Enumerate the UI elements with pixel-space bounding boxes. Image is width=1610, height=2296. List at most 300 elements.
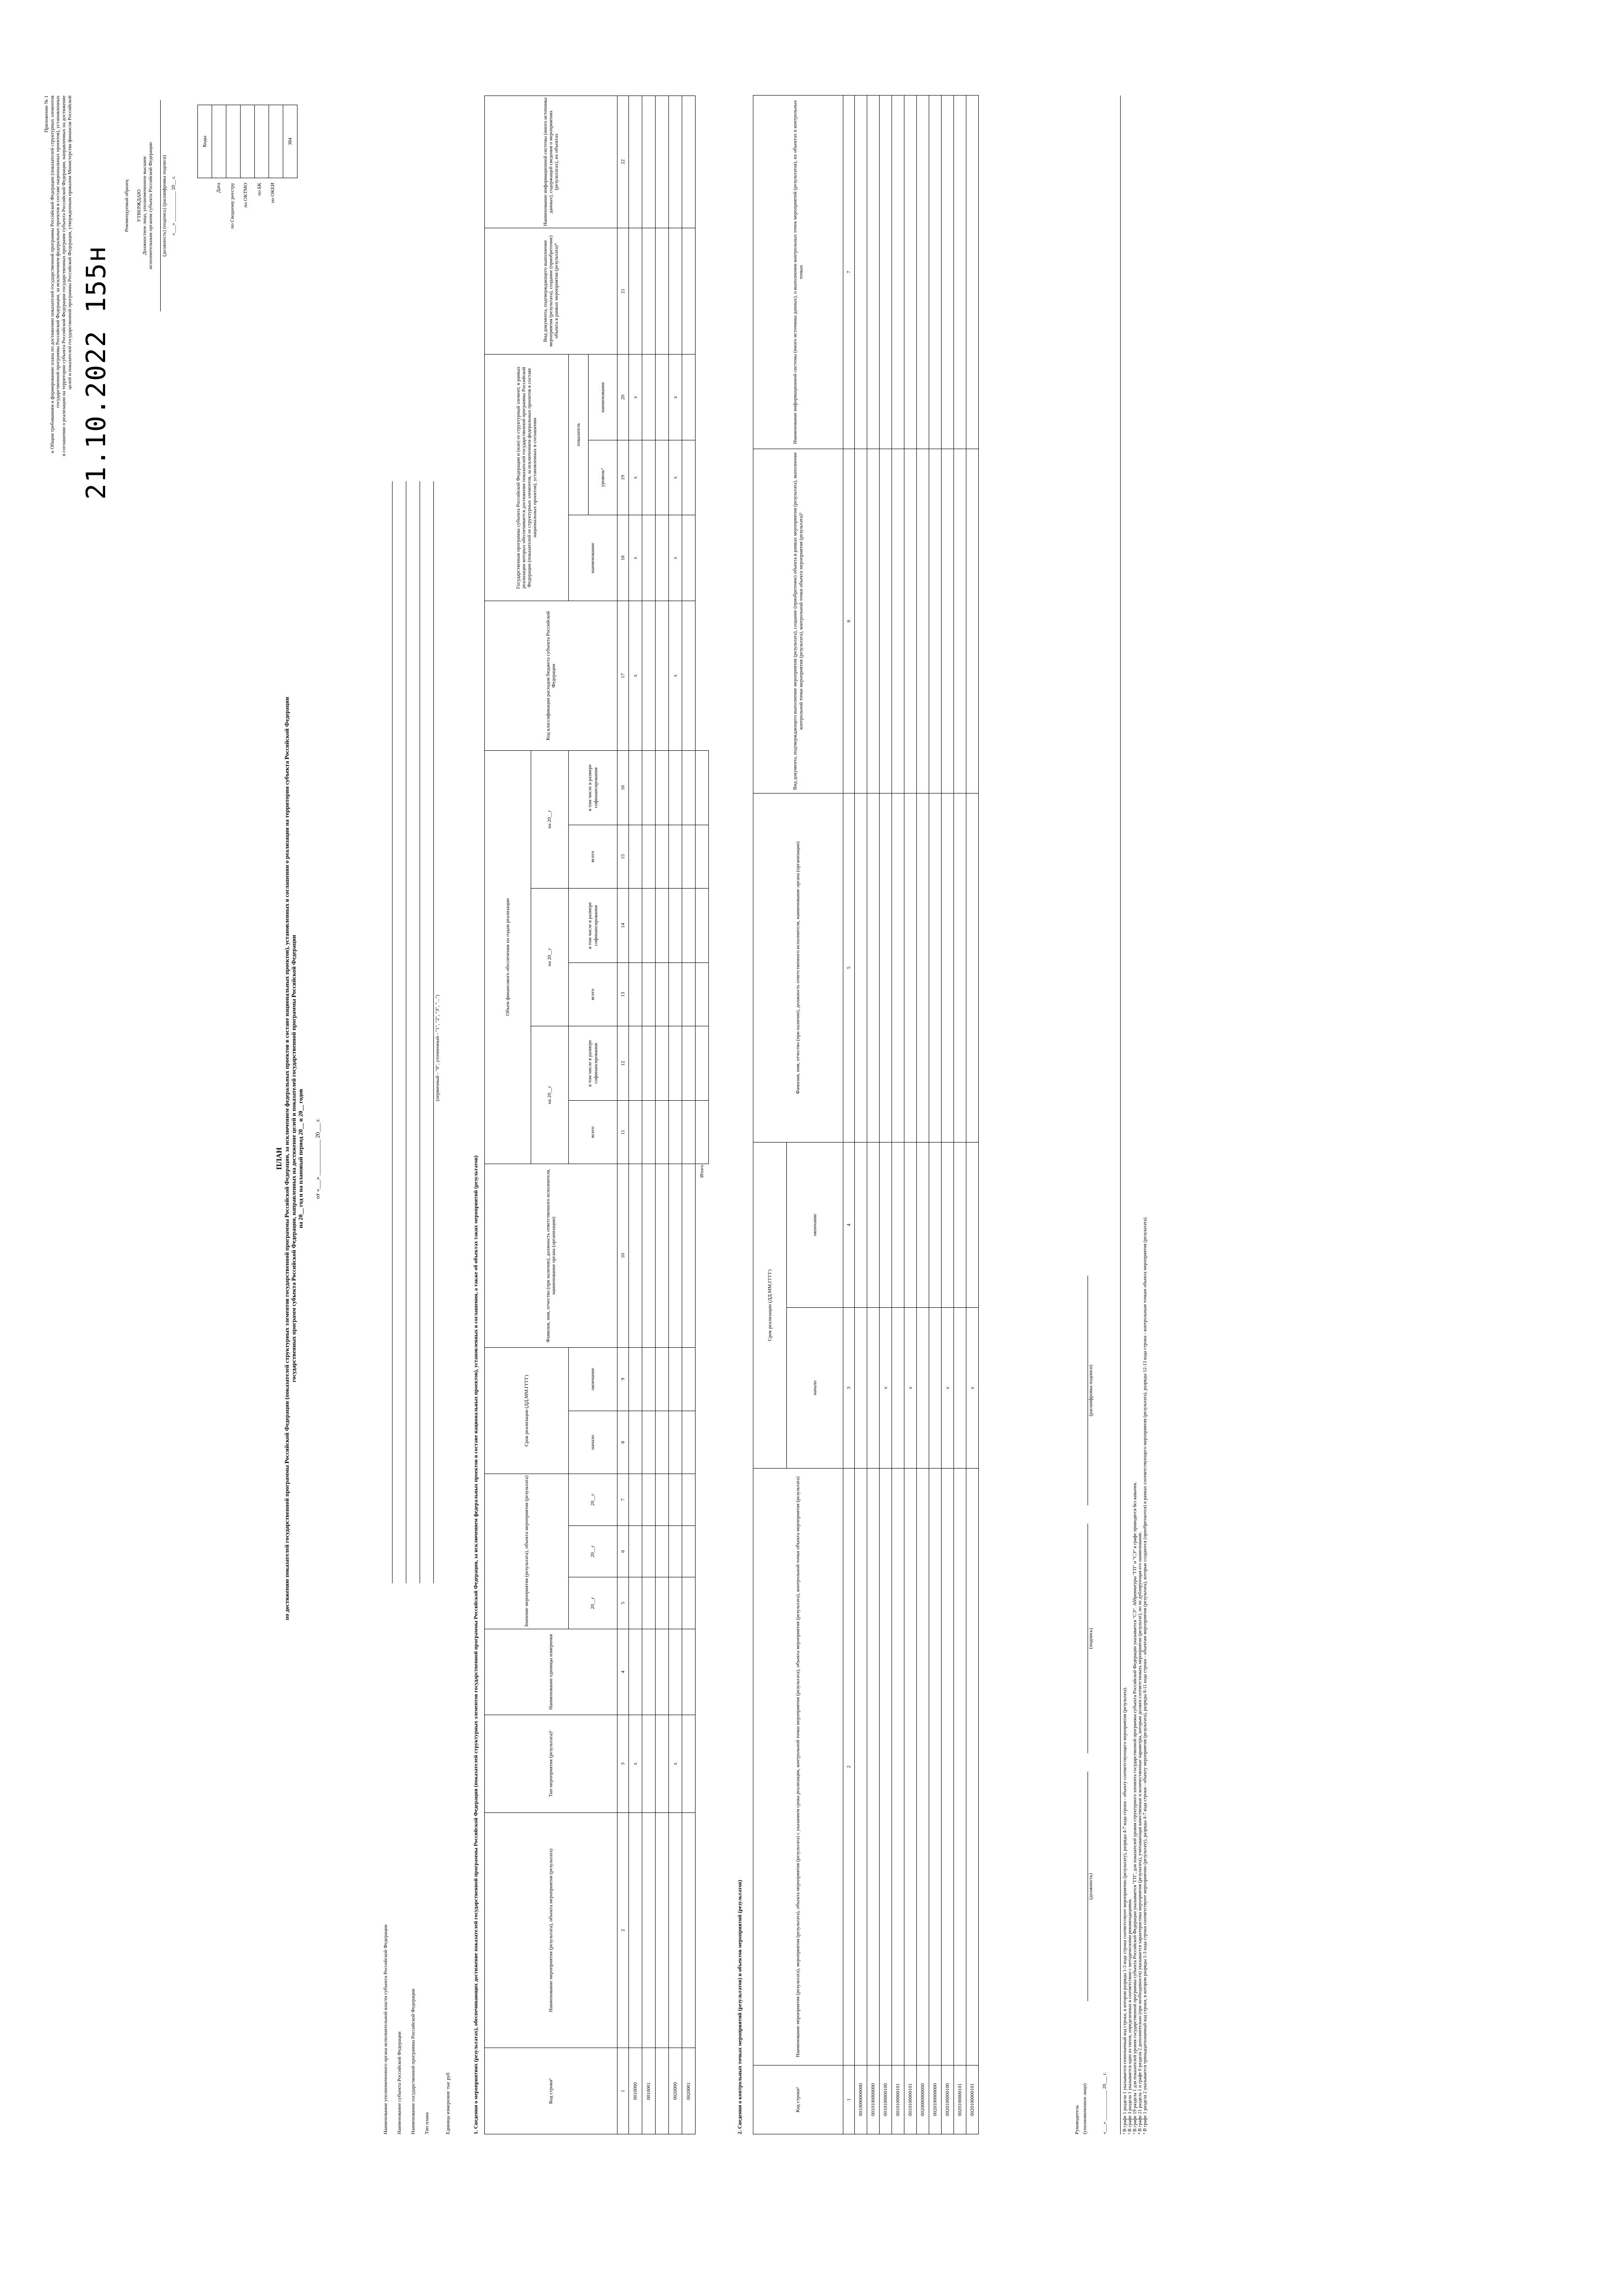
s1-row-type[interactable]: x	[629, 1715, 642, 1813]
s2-cell[interactable]	[966, 96, 979, 449]
s1-column-number: 3	[617, 1715, 629, 1813]
s2-cell[interactable]	[892, 1142, 904, 1308]
s2-cell[interactable]	[892, 793, 904, 1142]
s1-cell[interactable]	[682, 1629, 696, 1715]
code-cell[interactable]: 384	[283, 105, 297, 178]
s2-cell[interactable]	[917, 1142, 929, 1308]
s2-cell[interactable]	[855, 1142, 867, 1308]
s1-cell[interactable]	[682, 1812, 696, 2048]
s1-cell[interactable]	[642, 354, 656, 440]
meta-value-line[interactable]	[384, 481, 393, 1583]
signature-decode-caption: (расшифровка подписи)	[1088, 1364, 1094, 1417]
s1-cell[interactable]	[656, 750, 669, 825]
s1-cell[interactable]	[629, 1164, 642, 1347]
s2-cell[interactable]	[867, 793, 880, 1142]
s1-cell[interactable]	[642, 601, 656, 750]
s1-cell[interactable]	[682, 963, 696, 1026]
s1-row-x-mark[interactable]: x	[629, 354, 642, 440]
signature-position-field[interactable]	[1080, 1772, 1088, 2001]
s2-cell[interactable]	[942, 793, 954, 1142]
s1-cell[interactable]	[669, 1474, 682, 1526]
s1-cell[interactable]	[642, 1411, 656, 1474]
s2-cell[interactable]	[942, 1142, 954, 1308]
s2-cell[interactable]	[917, 1469, 929, 2065]
s1-h-end: окончание	[569, 1348, 617, 1411]
s2-cell[interactable]	[880, 449, 892, 793]
s1-cell[interactable]	[669, 1629, 682, 1715]
meta-label: Наименование уполномоченного органа исполнительной власти субъекта Российской Федерации	[383, 1925, 388, 2134]
s1-cell[interactable]	[669, 228, 682, 354]
s2-h-end: окончание	[787, 1142, 843, 1308]
s1-h-cofin: в том числе в размере софинансирования	[569, 1026, 617, 1101]
plan-subtitle: государственных программ субъекта Российской Федерации, направленных на достижение целей и показателей государственной программы Российской Федерации	[290, 934, 297, 1383]
s1-cell[interactable]	[642, 228, 656, 354]
s1-cell[interactable]	[642, 1101, 656, 1164]
s1-cell[interactable]	[642, 96, 656, 228]
code-cell[interactable]	[241, 105, 255, 178]
s1-h-resp: Фамилия, имя, отчество (при наличии), должность ответственного исполнителя, наименование органа (организации)	[485, 1164, 617, 1347]
s1-cell[interactable]	[642, 1525, 656, 1577]
s1-cell[interactable]	[682, 96, 696, 228]
s2-cell[interactable]	[954, 793, 966, 1142]
s1-cell[interactable]	[669, 1812, 682, 2048]
s1-cell[interactable]	[642, 825, 656, 889]
signature-sign-field[interactable]	[1080, 1524, 1088, 1753]
s1-cell[interactable]	[682, 1348, 696, 1411]
meta-value-line[interactable]	[425, 481, 434, 1583]
s2-h-start: начало	[787, 1308, 843, 1469]
s1-cell[interactable]	[682, 1101, 696, 1164]
s2-column-number: 3	[843, 1308, 855, 1469]
s1-column-number: 13	[617, 963, 629, 1026]
s1-h-total: всего	[569, 963, 617, 1026]
s1-cell[interactable]	[656, 601, 669, 750]
table-row	[942, 96, 954, 2134]
s2-row-x-mark[interactable]	[867, 1308, 880, 1469]
s1-h-gp-name: наименование	[589, 354, 617, 440]
code-cell[interactable]	[255, 105, 269, 178]
meta-label: Наименование государственной программы Российской Федерации	[410, 1988, 416, 2134]
s1-h-unit: Наименование единицы измерения	[485, 1629, 617, 1715]
s1-row-x-mark[interactable]: x	[669, 515, 682, 601]
s1-cell[interactable]	[669, 1101, 682, 1164]
s1-row-code[interactable]: 0010000	[629, 2048, 642, 2134]
s2-row-x-mark[interactable]	[954, 1308, 966, 1469]
footnote: ⁴ В графе 21 раздела 1 и графе 6 раздела 2 дополнительно (при необходимости) указывается характеристика мероприятия (результата), учитывающая качественные и количественные параметры, которым должен соответствовать мероприятие (результат), но не дублирующая его наименование.	[1138, 1531, 1143, 2134]
s1-cell[interactable]	[629, 1348, 642, 1411]
s1-h-fin-year: на 20__г	[531, 750, 569, 888]
s1-cell[interactable]	[682, 1474, 696, 1526]
s1-cell[interactable]	[669, 1026, 682, 1101]
s2-cell[interactable]	[855, 1469, 867, 2065]
s1-cell[interactable]	[656, 515, 669, 601]
s1-row-x-mark[interactable]: x	[629, 515, 642, 601]
s2-h-resp: Фамилия, имя, отчество (при наличии), должность ответственного исполнителя, наименование органа (организации)	[753, 793, 843, 1142]
s2-column-number: 7	[843, 96, 855, 449]
s2-h-code: Код строки¹	[753, 2065, 843, 2134]
table-row	[966, 96, 979, 2134]
signature-head: Руководитель	[1074, 2105, 1080, 2134]
s1-cell[interactable]	[682, 1411, 696, 1474]
s2-cell[interactable]	[904, 1142, 917, 1308]
s2-cell[interactable]	[929, 96, 942, 449]
s1-cell[interactable]	[629, 1525, 642, 1577]
s1-cell[interactable]	[629, 963, 642, 1026]
s1-cell[interactable]	[656, 440, 669, 515]
s1-cell[interactable]	[629, 1411, 642, 1474]
s1-h-cofin: в том числе в размере софинансирования	[569, 888, 617, 963]
s1-cell[interactable]	[669, 888, 682, 963]
meta-value-line[interactable]	[398, 481, 406, 1583]
s2-column-number: 6	[843, 449, 855, 793]
s2-cell[interactable]	[892, 96, 904, 449]
table-row	[892, 96, 904, 2134]
s1-h-term: Срок реализации (ДД.ММ.ГГГГ)	[485, 1348, 569, 1474]
s2-column-number: 4	[843, 1142, 855, 1308]
s1-cell[interactable]	[682, 440, 696, 515]
footnote: ³ В графе 19 раздела 1 для показателей уровня государственной программы субъекта Российской Федерации указывается "ГП", для показателей уровня структурного элемента государственной программы субъекта Российской Федерации указывается "СЭ". Аббревиатуры "ГП" и "СЭ" в графе приводятся без кавычек.	[1133, 1481, 1138, 2134]
s1-cell[interactable]	[629, 750, 642, 825]
s1-row-x-mark[interactable]: x	[629, 440, 642, 515]
s1-column-number: 12	[617, 1026, 629, 1101]
s2-row-code[interactable]: 0020100000101	[966, 2065, 979, 2134]
s2-cell[interactable]	[954, 1469, 966, 2065]
s1-cell[interactable]	[629, 228, 642, 354]
s1-cell[interactable]	[642, 1348, 656, 1411]
meta-row	[393, 481, 406, 2134]
s1-cell[interactable]	[682, 825, 696, 889]
s2-column-number: 5	[843, 793, 855, 1142]
s1-h-total: всего	[569, 825, 617, 889]
code-label: по Сводному реестру	[229, 183, 235, 229]
s2-row-code[interactable]: 0010000000000	[855, 2065, 867, 2134]
s1-cell[interactable]	[656, 1629, 669, 1715]
s1-cell[interactable]	[629, 1101, 642, 1164]
s1-cell[interactable]	[642, 1164, 656, 1347]
s1-column-number: 21	[617, 228, 629, 354]
s2-column-number: 1	[843, 2065, 855, 2134]
s1-cell[interactable]	[629, 825, 642, 889]
s2-cell[interactable]	[880, 793, 892, 1142]
s1-cell[interactable]	[642, 440, 656, 515]
s2-cell[interactable]	[954, 449, 966, 793]
code-cell[interactable]	[212, 105, 226, 178]
s1-h-values: Значение мероприятия (результата), объекта мероприятия (результата)	[485, 1474, 569, 1629]
s1-column-number: 15	[617, 825, 629, 889]
s1-cell[interactable]	[656, 1577, 669, 1629]
s1-total-row	[696, 96, 709, 2134]
s1-cell[interactable]	[642, 888, 656, 963]
s1-cell[interactable]	[629, 1629, 642, 1715]
s2-h-doc: Вид документа, подтверждающего выполнение мероприятия (результата), создание (приобретение) объекта в рамках мероприятия (результата), выполнение контрольной точки мероприятия (результата), контрольной точки объекта мероприятия (результата)⁵	[753, 449, 843, 793]
meta-label: Единица измерения: тыс руб	[445, 2072, 451, 2134]
meta-row	[420, 481, 434, 2134]
table-row	[929, 96, 942, 2134]
s2-cell[interactable]	[954, 1142, 966, 1308]
s2-row-x-mark[interactable]	[917, 1308, 929, 1469]
s2-row-code[interactable]: 0020000000000	[917, 2065, 929, 2134]
s2-cell[interactable]	[892, 1469, 904, 2065]
s2-cell[interactable]	[867, 96, 880, 449]
s1-column-number: 19	[617, 440, 629, 515]
table-row	[954, 96, 966, 2134]
s2-cell[interactable]	[966, 1142, 979, 1308]
s1-cell[interactable]	[682, 1525, 696, 1577]
s2-cell[interactable]	[966, 1469, 979, 2065]
s1-cell[interactable]	[642, 1629, 656, 1715]
s1-total-spacer	[696, 96, 709, 751]
s1-total-cell[interactable]	[696, 1026, 709, 1101]
s1-column-number: 7	[617, 1474, 629, 1526]
s2-cell[interactable]	[867, 449, 880, 793]
s1-cell[interactable]	[656, 1411, 669, 1474]
s2-cell[interactable]	[929, 449, 942, 793]
s1-h-gp-name: наименование	[569, 515, 617, 601]
s1-h-total: всего	[569, 1101, 617, 1164]
s1-cell[interactable]	[656, 963, 669, 1026]
s1-column-number: 6	[617, 1525, 629, 1577]
s2-cell[interactable]	[904, 96, 917, 449]
s2-cell[interactable]	[880, 96, 892, 449]
s2-cell[interactable]	[929, 1469, 942, 2065]
meta-row	[406, 481, 420, 2134]
s2-row-code[interactable]: 0020100000101	[954, 2065, 966, 2134]
s1-cell[interactable]	[682, 750, 696, 825]
s2-cell[interactable]	[855, 96, 867, 449]
s2-row-code[interactable]: 0010100000101	[904, 2065, 917, 2134]
s1-cell[interactable]	[629, 96, 642, 228]
s1-column-number: 1	[617, 2048, 629, 2134]
s1-column-number: 20	[617, 354, 629, 440]
s1-cell[interactable]	[629, 888, 642, 963]
s1-total-label: Итого	[699, 1165, 705, 1178]
s2-cell[interactable]	[917, 793, 929, 1142]
s1-total-cell[interactable]	[696, 888, 709, 963]
signature-sign-caption: (подпись)	[1088, 1628, 1094, 1649]
s2-row-code[interactable]: 0010100000100	[880, 2065, 892, 2134]
s1-column-number: 18	[617, 515, 629, 601]
s1-row-code[interactable]: 0020001	[682, 2048, 696, 2134]
handwritten-order-date: 21.10.2022 155н	[80, 245, 112, 500]
codes-header: Коды	[198, 105, 212, 178]
annex-line: к Общим требованиям к формированию плана по достижению показателей государственной программы Российской Федерации (показателей структурных элементов	[49, 96, 55, 453]
s2-cell[interactable]	[942, 1469, 954, 2065]
s2-cell[interactable]	[904, 793, 917, 1142]
meta-label: Тип плана	[424, 2112, 430, 2134]
s2-cell[interactable]	[855, 449, 867, 793]
s1-row-x-mark[interactable]: x	[669, 440, 682, 515]
s1-cell[interactable]	[669, 1525, 682, 1577]
s1-cell[interactable]	[669, 1164, 682, 1347]
s1-row-type[interactable]	[656, 1715, 669, 1813]
code-cell[interactable]	[269, 105, 283, 178]
s1-row-type[interactable]	[682, 1715, 696, 1813]
s1-cell[interactable]	[642, 515, 656, 601]
footnote: ¹ В графе 1 раздела 1 указывается семизначный код строки, в котором разряды 1-3 кода строки соответствуют мероприятию (результату), разряды 4-7 кода строки - объекту соответствующего мероприятия (результата).	[1122, 1687, 1128, 2134]
s1-row-x-mark[interactable]: x	[669, 354, 682, 440]
s1-h-doc: Вид документа, подтверждающего выполнение мероприятия (результата), создание (приобретение) объекта в рамках мероприятия (результата)⁴	[485, 228, 617, 354]
s1-h-year: 20__г	[569, 1577, 617, 1629]
code-label: Дата	[216, 183, 221, 193]
s2-h-term: Срок реализации (ДД.ММ.ГГГГ)	[753, 1142, 787, 1469]
s2-cell[interactable]	[880, 1469, 892, 2065]
s1-cell[interactable]	[656, 1101, 669, 1164]
s1-column-number: 17	[617, 601, 629, 750]
s1-cell[interactable]	[629, 1812, 642, 2048]
s2-row-code[interactable]: 0020100000100	[942, 2065, 954, 2134]
s1-h-start: начало	[569, 1411, 617, 1474]
s1-cell[interactable]	[656, 1525, 669, 1577]
signature-block	[1074, 803, 1108, 2134]
s2-cell[interactable]	[929, 793, 942, 1142]
s2-row-x-mark[interactable]	[855, 1308, 867, 1469]
s2-cell[interactable]	[917, 96, 929, 449]
s2-cell[interactable]	[917, 449, 929, 793]
s2-cell[interactable]	[892, 449, 904, 793]
code-cell[interactable]	[226, 105, 241, 178]
s1-cell[interactable]	[656, 1812, 669, 2048]
form-note: Рекомендуемый образец	[124, 179, 129, 232]
s1-cell[interactable]	[656, 354, 669, 440]
s1-cell[interactable]	[656, 1164, 669, 1347]
s2-cell[interactable]	[855, 793, 867, 1142]
s1-cell[interactable]	[629, 1474, 642, 1526]
s1-column-number: 5	[617, 1577, 629, 1629]
s2-cell[interactable]	[954, 96, 966, 449]
codes-table	[197, 105, 297, 178]
table-row	[629, 96, 642, 2134]
s1-cell[interactable]	[682, 354, 696, 440]
s2-row-x-mark[interactable]: x	[942, 1308, 954, 1469]
s1-cell[interactable]	[642, 1577, 656, 1629]
s1-cell[interactable]	[656, 96, 669, 228]
s1-row-type[interactable]	[642, 1715, 656, 1813]
s1-cell[interactable]	[669, 825, 682, 889]
s1-cell[interactable]	[656, 1348, 669, 1411]
s1-column-number: 22	[617, 96, 629, 228]
meta-label: Наименование субъекта Российской Федерации	[397, 2032, 402, 2134]
s1-row-code[interactable]: 0020000	[669, 2048, 682, 2134]
s1-column-number: 4	[617, 1629, 629, 1715]
s2-column-numbers	[843, 96, 855, 2134]
code-label: по БК	[256, 183, 262, 196]
s1-cell[interactable]	[629, 1577, 642, 1629]
s2-cell[interactable]	[867, 1142, 880, 1308]
s1-h-gp-level: уровень³	[589, 440, 617, 515]
s1-cell[interactable]	[669, 750, 682, 825]
s2-row-code[interactable]: 0010100000000	[867, 2065, 880, 2134]
s2-cell[interactable]	[904, 449, 917, 793]
s1-row-code[interactable]	[656, 2048, 669, 2134]
table-row	[656, 96, 669, 2134]
s2-cell[interactable]	[942, 449, 954, 793]
s2-row-x-mark[interactable]: x	[880, 1308, 892, 1469]
s1-h-year: 20__г	[569, 1474, 617, 1526]
s1-row-code[interactable]: 0010001	[642, 2048, 656, 2134]
plan-title-block	[275, 183, 321, 2134]
s1-cell[interactable]	[669, 1577, 682, 1629]
meta-row	[441, 481, 455, 2134]
s1-cell[interactable]	[642, 963, 656, 1026]
signature-decode-field[interactable]	[1080, 1276, 1088, 1505]
s1-column-number: 10	[617, 1164, 629, 1347]
s1-column-number: 2	[617, 1812, 629, 2048]
s1-cell[interactable]	[656, 1026, 669, 1101]
s1-h-info: Наименование информационной системы (иного источника данных), содержащей сведения о мероприятиях (результатах), их объектах	[485, 96, 617, 228]
s1-cell[interactable]	[682, 1577, 696, 1629]
s1-h-gp: Государственная программа субъекта Российской Федерации и (или) ее структурный элемент, в рамках реализации которых обеспечивается достижение показателей государственной программы Российской Федерации (показателей ее структурных элементов, за исключением федеральных проектов в составе национальных проектов), установленных в соглашении	[485, 354, 569, 601]
s1-cell[interactable]	[642, 750, 656, 825]
s1-cell[interactable]	[669, 963, 682, 1026]
s1-cell[interactable]	[642, 1812, 656, 2048]
s1-cell[interactable]	[656, 825, 669, 889]
s1-row-x-mark[interactable]: x	[629, 601, 642, 750]
position-label: исполнительным органом субъекта Российской Федерации	[147, 142, 153, 270]
table-row	[642, 96, 656, 2134]
s1-cell[interactable]	[656, 888, 669, 963]
s1-total-cell[interactable]	[696, 825, 709, 889]
s2-row-code[interactable]: 0010100000101	[892, 2065, 904, 2134]
s2-row-x-mark[interactable]	[929, 1308, 942, 1469]
s1-row-type[interactable]: x	[669, 1715, 682, 1813]
s1-total-cell[interactable]	[696, 963, 709, 1026]
s1-cell[interactable]	[682, 888, 696, 963]
s1-row-x-mark[interactable]: x	[669, 601, 682, 750]
s1-cell[interactable]	[682, 1164, 696, 1347]
s1-cell[interactable]	[682, 601, 696, 750]
s1-column-number: 16	[617, 750, 629, 825]
position-label: Должностное лицо, уполномоченное высшим	[142, 156, 148, 255]
meta-value-line[interactable]	[411, 481, 420, 1583]
meta-kind-note: (первичный - "0", уточненный - "1", "2", "3", "...")	[435, 995, 440, 1101]
plan-date: от «___» ____________ 20___ г.	[314, 1118, 321, 1199]
table-row	[880, 96, 892, 2134]
s2-row-x-mark[interactable]	[892, 1308, 904, 1469]
plan-title: ПЛАН	[275, 1147, 283, 1170]
s2-h-info: Наименование информационной системы (иного источника данных), о выполнении контрольных точек мероприятий (результатов), их объектах и контрольных точках	[753, 96, 843, 449]
s1-total-cell[interactable]	[696, 750, 709, 825]
s1-cell[interactable]	[669, 1348, 682, 1411]
s2-cell[interactable]	[942, 96, 954, 449]
s2-cell[interactable]	[966, 449, 979, 793]
s2-cell[interactable]	[867, 1469, 880, 2065]
s1-cell[interactable]	[682, 228, 696, 354]
s2-cell[interactable]	[904, 1469, 917, 2065]
s1-total-cell[interactable]	[696, 1101, 709, 1164]
s2-row-code[interactable]: 0020100000000	[929, 2065, 942, 2134]
section1-title: 1. Сведения о мероприятиях (результатах), обеспечивающих достижение показателей государственной программы Российской Федерации (показателей структурных элементов государственной программы Российской Федерации, за исключением федеральных проектов в составе национальных проектов), установленных в соглашении, а также об объектах таких мероприятий (результатов)	[472, 1155, 479, 2134]
s2-cell[interactable]	[880, 1142, 892, 1308]
s2-row-x-mark[interactable]: x	[966, 1308, 979, 1469]
s1-cell[interactable]	[669, 96, 682, 228]
s1-cell[interactable]	[682, 515, 696, 601]
s2-cell[interactable]	[929, 1142, 942, 1308]
meta-block	[379, 481, 455, 2134]
s1-cell[interactable]	[656, 1474, 669, 1526]
s1-cell[interactable]	[669, 1411, 682, 1474]
s2-row-x-mark[interactable]: x	[904, 1308, 917, 1469]
s1-cell[interactable]	[656, 228, 669, 354]
s1-cell[interactable]	[642, 1026, 656, 1101]
s1-cell[interactable]	[682, 1026, 696, 1101]
meta-row	[379, 481, 393, 2134]
annex-block	[44, 96, 73, 784]
s1-cell[interactable]	[642, 1474, 656, 1526]
s1-h-type: Тип мероприятия (результата)²	[485, 1715, 617, 1813]
s1-cell[interactable]	[629, 1026, 642, 1101]
s2-cell[interactable]	[966, 793, 979, 1142]
approval-date: «___» ____________ 20__ г.	[171, 176, 177, 236]
